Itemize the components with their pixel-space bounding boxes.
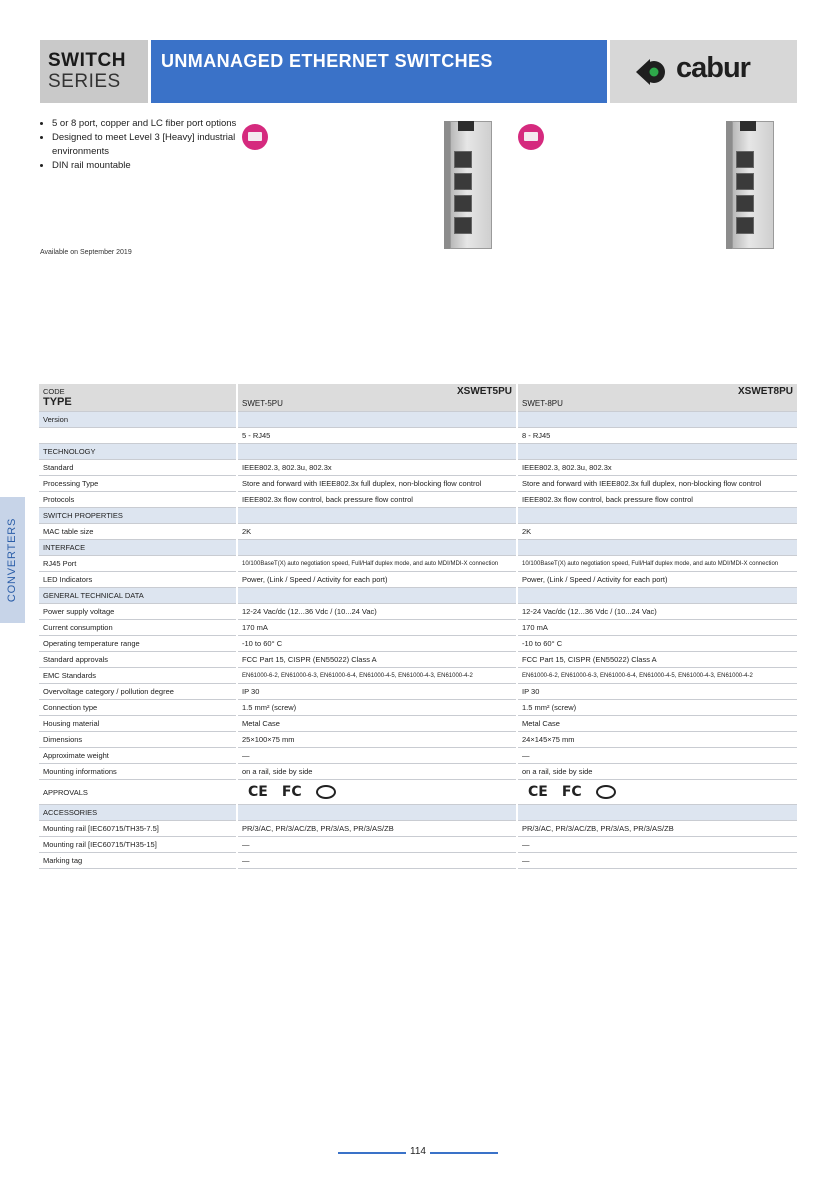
spec-label: Standard bbox=[39, 460, 237, 476]
spec-label: Version bbox=[39, 412, 237, 428]
table-header-row bbox=[39, 384, 797, 412]
spec-value bbox=[237, 805, 517, 821]
fcc-mark-icon: FC bbox=[561, 784, 582, 800]
feature-item: • Designed to meet Level 3 [Heavy] industrial environments bbox=[52, 131, 252, 159]
availability-note: Available on September 2019 bbox=[40, 249, 132, 256]
footer-line bbox=[338, 1152, 406, 1154]
spec-table bbox=[39, 384, 797, 869]
spec-value: EN61000-6-2, EN61000-6-3, EN61000-6-4, EN61000-4-5, EN61000-4-3, EN61000-4-2 bbox=[517, 668, 797, 684]
spec-value bbox=[517, 412, 797, 428]
spec-label: RJ45 Port bbox=[39, 556, 237, 572]
spec-label: Power supply voltage bbox=[39, 604, 237, 620]
spec-value: Power, (Link / Speed / Activity for each port) bbox=[517, 572, 797, 588]
series-box bbox=[40, 40, 148, 103]
spec-label: INTERFACE bbox=[39, 540, 237, 556]
spec-label: Dimensions bbox=[39, 732, 237, 748]
spec-value: 5 - RJ45 bbox=[237, 428, 517, 444]
table-row bbox=[39, 684, 797, 700]
approvals-cell bbox=[237, 780, 517, 805]
spec-label: SWITCH PROPERTIES bbox=[39, 508, 237, 524]
spec-value bbox=[517, 508, 797, 524]
industrial-badge-icon bbox=[242, 124, 268, 150]
spec-label: Connection type bbox=[39, 700, 237, 716]
spec-label: Housing material bbox=[39, 716, 237, 732]
section-row bbox=[39, 805, 797, 821]
code-label: CODE bbox=[43, 387, 65, 396]
brand-name: cabur bbox=[676, 52, 750, 84]
model-name: SWET-8PU bbox=[522, 399, 563, 408]
spec-value: 25×100×75 mm bbox=[237, 732, 517, 748]
spec-label: Mounting rail [IEC60715/TH35-15] bbox=[39, 837, 237, 853]
spec-value: IEEE802.3, 802.3u, 802.3x bbox=[517, 460, 797, 476]
side-tab-label: CONVERTERS bbox=[6, 517, 18, 603]
spec-value: EN61000-6-2, EN61000-6-3, EN61000-6-4, EN61000-4-5, EN61000-4-3, EN61000-4-2 bbox=[237, 668, 517, 684]
spec-value: PR/3/AC, PR/3/AC/ZB, PR/3/AS, PR/3/AS/ZB bbox=[517, 821, 797, 837]
spec-value: — bbox=[237, 853, 517, 869]
feature-item: • DIN rail mountable bbox=[52, 159, 252, 173]
spec-label: Current consumption bbox=[39, 620, 237, 636]
series-line1: SWITCH bbox=[48, 50, 126, 71]
spec-value: 10/100BaseT(X) auto negotiation speed, Full/Half duplex mode, and auto MDI/MDI-X connection bbox=[237, 556, 517, 572]
spec-value: on a rail, side by side bbox=[237, 764, 517, 780]
spec-label: APPROVALS bbox=[39, 780, 237, 805]
spec-value bbox=[237, 508, 517, 524]
header-label-cell bbox=[39, 384, 237, 412]
spec-value: — bbox=[237, 748, 517, 764]
spec-label: Protocols bbox=[39, 492, 237, 508]
table-row bbox=[39, 604, 797, 620]
table-row bbox=[39, 821, 797, 837]
table-row bbox=[39, 476, 797, 492]
table-row bbox=[39, 668, 797, 684]
table-row bbox=[39, 837, 797, 853]
spec-value: IEEE802.3x flow control, back pressure flow control bbox=[517, 492, 797, 508]
footer-line bbox=[430, 1152, 498, 1154]
spec-value: FCC Part 15, CISPR (EN55022) Class A bbox=[237, 652, 517, 668]
spec-label: Mounting informations bbox=[39, 764, 237, 780]
model-name: SWET-5PU bbox=[242, 399, 283, 408]
table-row bbox=[39, 524, 797, 540]
spec-value: 170 mA bbox=[237, 620, 517, 636]
spec-value: 12-24 Vac/dc (12...36 Vdc / (10...24 Vac) bbox=[237, 604, 517, 620]
page-number: 114 bbox=[406, 1146, 430, 1157]
spec-label: ACCESSORIES bbox=[39, 805, 237, 821]
spec-value: -10 to 60° C bbox=[237, 636, 517, 652]
product-image-8port bbox=[726, 121, 774, 249]
side-tab-converters[interactable] bbox=[0, 497, 25, 623]
table-row bbox=[39, 428, 797, 444]
spec-value: — bbox=[517, 853, 797, 869]
ul-mark-icon bbox=[316, 785, 336, 799]
table-row bbox=[39, 572, 797, 588]
spec-value: — bbox=[237, 837, 517, 853]
spec-label: MAC table size bbox=[39, 524, 237, 540]
spec-value: 10/100BaseT(X) auto negotiation speed, Full/Half duplex mode, and auto MDI/MDI-X connection bbox=[517, 556, 797, 572]
ul-mark-icon bbox=[596, 785, 616, 799]
feature-item: • 5 or 8 port, copper and LC fiber port options bbox=[52, 117, 252, 131]
spec-value bbox=[237, 540, 517, 556]
section-row bbox=[39, 588, 797, 604]
type-label: TYPE bbox=[43, 396, 72, 408]
spec-label: Operating temperature range bbox=[39, 636, 237, 652]
spec-value: Power, (Link / Speed / Activity for each port) bbox=[237, 572, 517, 588]
spec-value bbox=[517, 540, 797, 556]
table-row bbox=[39, 700, 797, 716]
spec-label: TECHNOLOGY bbox=[39, 444, 237, 460]
fcc-mark-icon: FC bbox=[281, 784, 302, 800]
spec-value: 1.5 mm² (screw) bbox=[237, 700, 517, 716]
spec-label: Overvoltage category / pollution degree bbox=[39, 684, 237, 700]
product-image-5port bbox=[444, 121, 492, 249]
industrial-badge-icon bbox=[518, 124, 544, 150]
spec-label bbox=[39, 428, 237, 444]
spec-value: — bbox=[517, 837, 797, 853]
page-title: UNMANAGED ETHERNET SWITCHES bbox=[151, 40, 607, 103]
spec-value: 24×145×75 mm bbox=[517, 732, 797, 748]
spec-value: IP 30 bbox=[237, 684, 517, 700]
section-row bbox=[39, 412, 797, 428]
spec-label: EMC Standards bbox=[39, 668, 237, 684]
spec-label: Approximate weight bbox=[39, 748, 237, 764]
spec-label: GENERAL TECHNICAL DATA bbox=[39, 588, 237, 604]
series-line2: SERIES bbox=[48, 71, 121, 92]
spec-value: 12-24 Vac/dc (12...36 Vdc / (10...24 Vac) bbox=[517, 604, 797, 620]
model-cell bbox=[237, 384, 517, 412]
spec-value bbox=[517, 588, 797, 604]
spec-value: -10 to 60° C bbox=[517, 636, 797, 652]
ce-mark-icon: CE bbox=[248, 784, 268, 800]
model-code: XSWET8PU bbox=[737, 386, 793, 397]
cabur-logo-icon bbox=[634, 57, 670, 87]
approvals-row bbox=[39, 780, 797, 805]
section-row bbox=[39, 444, 797, 460]
model-cell bbox=[517, 384, 797, 412]
spec-value: — bbox=[517, 748, 797, 764]
spec-label: Standard approvals bbox=[39, 652, 237, 668]
spec-value: Metal Case bbox=[237, 716, 517, 732]
ce-mark-icon: CE bbox=[528, 784, 548, 800]
table-row bbox=[39, 748, 797, 764]
spec-value: Store and forward with IEEE802.3x full duplex, non-blocking flow control bbox=[237, 476, 517, 492]
spec-value: IEEE802.3, 802.3u, 802.3x bbox=[237, 460, 517, 476]
spec-value: IP 30 bbox=[517, 684, 797, 700]
table-row bbox=[39, 492, 797, 508]
spec-label: Marking tag bbox=[39, 853, 237, 869]
approvals-cell bbox=[517, 780, 797, 805]
section-row bbox=[39, 508, 797, 524]
spec-value: Store and forward with IEEE802.3x full duplex, non-blocking flow control bbox=[517, 476, 797, 492]
table-row bbox=[39, 716, 797, 732]
spec-value: 2K bbox=[517, 524, 797, 540]
spec-label: LED Indicators bbox=[39, 572, 237, 588]
spec-value bbox=[517, 805, 797, 821]
section-row bbox=[39, 540, 797, 556]
feature-list bbox=[38, 117, 252, 173]
spec-value bbox=[237, 412, 517, 428]
spec-value: FCC Part 15, CISPR (EN55022) Class A bbox=[517, 652, 797, 668]
table-row bbox=[39, 460, 797, 476]
spec-value: 8 - RJ45 bbox=[517, 428, 797, 444]
spec-value: Metal Case bbox=[517, 716, 797, 732]
table-row bbox=[39, 636, 797, 652]
spec-value: IEEE802.3x flow control, back pressure flow control bbox=[237, 492, 517, 508]
table-row bbox=[39, 732, 797, 748]
spec-value bbox=[237, 588, 517, 604]
table-row bbox=[39, 620, 797, 636]
spec-value: 2K bbox=[237, 524, 517, 540]
spec-value bbox=[517, 444, 797, 460]
table-row bbox=[39, 556, 797, 572]
spec-value: 1.5 mm² (screw) bbox=[517, 700, 797, 716]
brand-logo bbox=[610, 40, 797, 103]
spec-label: Processing Type bbox=[39, 476, 237, 492]
spec-label: Mounting rail [IEC60715/TH35-7.5] bbox=[39, 821, 237, 837]
spec-value: 170 mA bbox=[517, 620, 797, 636]
spec-value: on a rail, side by side bbox=[517, 764, 797, 780]
spec-value bbox=[237, 444, 517, 460]
spec-value: PR/3/AC, PR/3/AC/ZB, PR/3/AS, PR/3/AS/ZB bbox=[237, 821, 517, 837]
table-row bbox=[39, 652, 797, 668]
table-row bbox=[39, 764, 797, 780]
model-code: XSWET5PU bbox=[456, 386, 512, 397]
table-row bbox=[39, 853, 797, 869]
